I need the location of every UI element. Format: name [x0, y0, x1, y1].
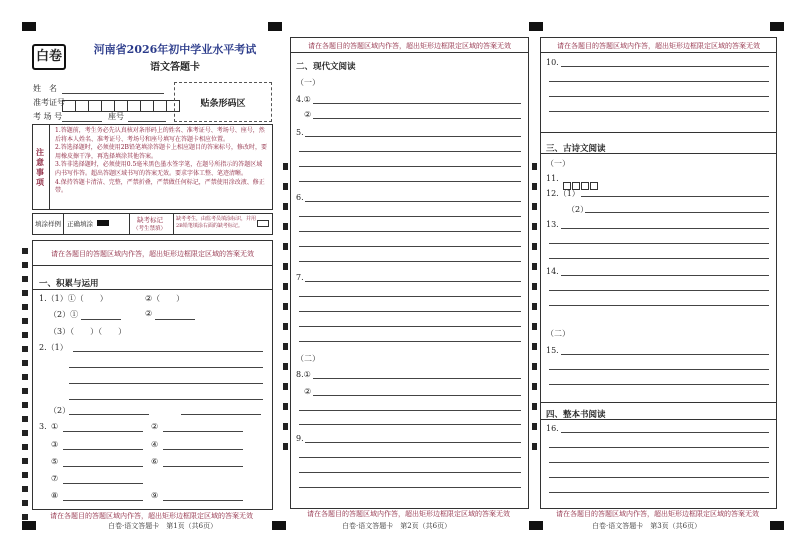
answer-line[interactable]: [313, 103, 521, 104]
answer-area-2: [290, 37, 529, 509]
section-heading: 三、古诗文阅读: [546, 144, 606, 154]
question-1-2b: ②: [145, 309, 153, 318]
answer-line[interactable]: [155, 319, 195, 320]
timing-mark: [22, 22, 36, 31]
timing-mark: [529, 22, 543, 31]
answer-line[interactable]: [549, 96, 769, 97]
answer-line[interactable]: [299, 151, 521, 152]
page-footer: 白卷·语文答题卡 第2页（共6页）: [342, 522, 452, 530]
blank-8: ⑧: [51, 491, 59, 500]
question-2: 2.（1）: [39, 343, 68, 352]
answer-line[interactable]: [299, 457, 521, 458]
section-heading: 二、现代文阅读: [296, 62, 356, 72]
question-2-2: （2）: [49, 406, 71, 415]
answer-line[interactable]: [561, 432, 769, 433]
left-margin-marks: [22, 240, 28, 520]
seat-label: 座号: [108, 112, 124, 121]
blank-2: ②: [151, 422, 159, 431]
subsection-1: （一）: [296, 78, 320, 87]
answer-line[interactable]: [581, 196, 769, 197]
answer-line[interactable]: [299, 296, 521, 297]
timing-mark: [268, 22, 282, 31]
correct-fill-label: 正确填涂: [67, 220, 93, 228]
timing-mark: [529, 521, 543, 530]
timing-mark: [770, 521, 784, 530]
area-instruction: 请在各题目的答题区域内作答，超出矩形边框限定区域的答案无效: [308, 42, 511, 50]
area-footer-note: 请在各题目的答题区域内作答，超出矩形边框限定区域的答案无效: [307, 510, 510, 518]
answer-line[interactable]: [69, 414, 149, 415]
question-1-2a: （2）①: [49, 310, 79, 319]
answer-line[interactable]: [63, 483, 143, 484]
question-3: 3.: [39, 422, 47, 431]
notice-item: 3.答非选择题时，必须使用0.5毫米黑色墨水签字笔，在题号所指示的答题区域内书写作答。超出答题区域书写的答案无效。要求字体工整、笔迹清晰。: [55, 161, 263, 177]
area-footer-note: 请在各题目的答题区域内作答，超出矩形边框限定区域的答案无效: [556, 510, 759, 518]
question-4: 4.①: [296, 95, 311, 104]
barcode-area: [174, 82, 272, 122]
answer-area-1: [32, 240, 273, 510]
question-13: 13.: [546, 220, 559, 229]
answer-line[interactable]: [299, 326, 521, 327]
answer-line[interactable]: [63, 466, 143, 467]
answer-line[interactable]: [549, 258, 769, 259]
answer-line[interactable]: [63, 500, 143, 501]
answer-line[interactable]: [561, 228, 769, 229]
notice-item: 1.答题前，考生务必先认真核对条形码上的姓名、准考证号、考场号、座号，然后将本人姓名、准考证号、考场号和座号填写在答题卡相应位置。: [55, 127, 265, 143]
answer-line[interactable]: [305, 136, 521, 137]
blank-4: ④: [151, 440, 159, 449]
area-instruction: 请在各题目的答题区域内作答，超出矩形边框限定区域的答案无效: [557, 42, 760, 50]
question-8: 8.①: [296, 370, 311, 379]
subsection-2: （二）: [296, 354, 320, 363]
notice-list: [55, 127, 267, 196]
answer-line[interactable]: [305, 281, 521, 282]
subsection-2: （二）: [546, 329, 570, 338]
middle-margin-marks: [283, 150, 288, 450]
answer-line[interactable]: [299, 311, 521, 312]
blank-5: ⑤: [51, 457, 59, 466]
answer-line[interactable]: [299, 231, 521, 232]
absent-sub: （考生禁填）: [133, 226, 167, 232]
question-1-3: （3）（ ）（ ）: [49, 327, 127, 336]
answer-line[interactable]: [549, 305, 769, 306]
answer-line[interactable]: [299, 216, 521, 217]
answer-line[interactable]: [549, 492, 769, 493]
right-margin-marks: [532, 150, 537, 450]
sheet-title: 语文答题卡: [150, 62, 200, 73]
question-1-sub: ②（ ）: [145, 294, 185, 303]
answer-line[interactable]: [63, 431, 143, 432]
answer-line[interactable]: [81, 319, 121, 320]
room-label: 考 场 号: [33, 112, 63, 121]
question-15: 15.: [546, 346, 559, 355]
absent-label: 缺考标记: [137, 216, 163, 224]
answer-line[interactable]: [181, 414, 261, 415]
name-label: 姓 名: [33, 84, 57, 93]
answer-line[interactable]: [305, 201, 521, 202]
answer-line[interactable]: [299, 166, 521, 167]
answer-line[interactable]: [163, 431, 243, 432]
answer-line[interactable]: [549, 290, 769, 291]
answer-line[interactable]: [69, 367, 263, 368]
page-footer: 白卷·语文答题卡 第3页（共6页）: [592, 522, 702, 530]
seat-field[interactable]: [128, 121, 166, 122]
blank-3: ③: [51, 440, 59, 449]
answer-line[interactable]: [549, 111, 769, 112]
question-12: 12.（1）: [546, 189, 580, 198]
fill-sample-box: [32, 213, 273, 235]
timing-mark: [272, 521, 286, 530]
blank-1: ①: [51, 422, 59, 431]
question-9: 9.: [296, 434, 304, 443]
question-11: 11.: [546, 174, 559, 183]
answer-line[interactable]: [69, 399, 263, 400]
question-12-2: （2）: [567, 205, 589, 214]
section-heading: 一、积累与运用: [39, 279, 99, 289]
barcode-label: 贴条形码区: [200, 99, 246, 109]
question-16: 16.: [546, 424, 559, 433]
answer-line[interactable]: [63, 449, 143, 450]
answer-line[interactable]: [313, 118, 521, 119]
answer-line[interactable]: [313, 395, 521, 396]
answer-line[interactable]: [163, 466, 243, 467]
subsection-1: （一）: [546, 159, 570, 168]
answer-line[interactable]: [561, 354, 769, 355]
blank-7: ⑦: [51, 474, 59, 483]
answer-line[interactable]: [549, 447, 769, 448]
question-1: 1.（1）①（ ）: [39, 294, 108, 303]
answer-line[interactable]: [561, 275, 769, 276]
answer-line[interactable]: [299, 181, 521, 182]
answer-line[interactable]: [299, 424, 521, 425]
answer-line[interactable]: [549, 243, 769, 244]
notice-item: 2.答选择题时，必须使用2B铅笔填涂答题卡上相应题目的答案标号，修改时，要用橡皮擦干净，再选择填涂其他答案。: [55, 144, 267, 160]
blank-9: ⑨: [151, 491, 159, 500]
section-heading-4: 四、整本书阅读: [546, 410, 606, 420]
answer-line[interactable]: [549, 462, 769, 463]
answer-area-3: [540, 37, 777, 509]
question-6: 6.: [296, 193, 304, 202]
answer-line[interactable]: [549, 384, 769, 385]
answer-line[interactable]: [549, 369, 769, 370]
answer-line[interactable]: [299, 246, 521, 247]
question-5: 5.: [296, 128, 304, 137]
answer-line[interactable]: [299, 410, 521, 411]
room-field[interactable]: [62, 121, 102, 122]
answer-line[interactable]: [561, 66, 769, 67]
answer-line[interactable]: [585, 212, 769, 213]
blank-6: ⑥: [151, 457, 159, 466]
answer-line[interactable]: [313, 378, 521, 379]
answer-line[interactable]: [549, 81, 769, 82]
answer-line[interactable]: [305, 442, 521, 443]
exam-title: 河南省2026年初中学业水平考试: [93, 43, 257, 56]
answer-line[interactable]: [299, 341, 521, 342]
absent-note: 缺考考生，由监考员填涂标识，并用2B铅笔填涂右面的缺考标记。: [176, 216, 257, 229]
notice-item: 4.保持答题卡清洁、完整，严禁折叠，严禁做任何标记，严禁使用涂改液、修正带。: [55, 178, 265, 195]
answer-line[interactable]: [549, 477, 769, 478]
question-10: 10.: [546, 58, 559, 67]
question-7: 7.: [296, 273, 304, 282]
filled-sample-mark: [97, 220, 109, 226]
sample-label: 填涂样例: [35, 220, 61, 228]
notice-box: [32, 124, 273, 210]
notice-heading: 注意事项: [36, 147, 44, 187]
absent-checkbox[interactable]: [257, 220, 269, 227]
name-field[interactable]: [62, 93, 164, 94]
answer-line[interactable]: [163, 500, 243, 501]
answer-line[interactable]: [73, 351, 263, 352]
timing-mark: [22, 521, 36, 530]
area-footer-note: 请在各题目的答题区域内作答，超出矩形边框限定区域的答案无效: [50, 512, 253, 520]
answer-line[interactable]: [299, 472, 521, 473]
answer-line[interactable]: [299, 487, 521, 488]
paper-badge: 白卷: [32, 44, 66, 70]
question-4-2: ②: [304, 110, 312, 119]
timing-mark: [770, 22, 784, 31]
answer-line[interactable]: [163, 449, 243, 450]
page-footer: 白卷·语文答题卡 第1页（共6页）: [108, 522, 218, 530]
ticket-label: 准考证号: [33, 98, 65, 107]
area-instruction: 请在各题目的答题区域内作答，超出矩形边框限定区域的答案无效: [51, 250, 254, 258]
question-14: 14.: [546, 267, 559, 276]
answer-line[interactable]: [69, 383, 263, 384]
question-8-2: ②: [304, 387, 312, 396]
answer-line[interactable]: [299, 261, 521, 262]
